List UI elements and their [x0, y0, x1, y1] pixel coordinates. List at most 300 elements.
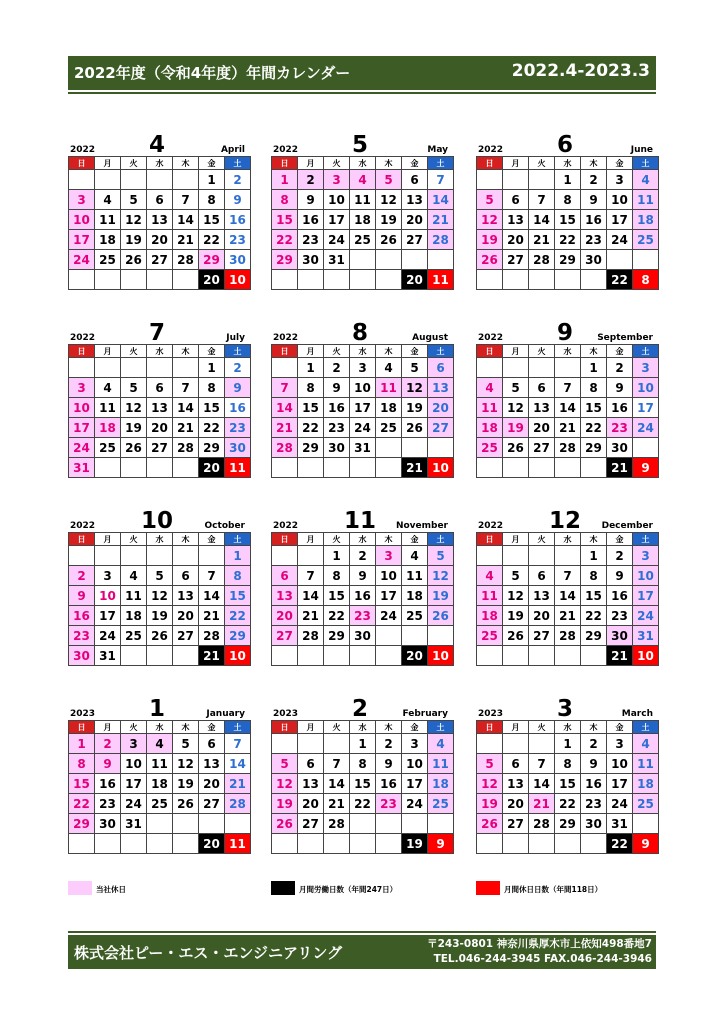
day-cell: 9: [225, 378, 251, 398]
day-cell: 25: [633, 794, 659, 814]
empty-cell: [633, 250, 659, 270]
day-cell: 29: [555, 250, 581, 270]
day-cell: 11: [147, 754, 173, 774]
empty-cell: [503, 358, 529, 378]
empty-cell: [95, 358, 121, 378]
header-banner: [68, 56, 656, 90]
day-cell: 16: [581, 210, 607, 230]
day-cell: 3: [95, 566, 121, 586]
weekday-header: 月: [298, 533, 324, 546]
day-cell: 30: [350, 626, 376, 646]
day-cell: 19: [121, 418, 147, 438]
day-cell: 26: [477, 250, 503, 270]
month-number: 4: [148, 132, 166, 158]
empty-cell: [581, 646, 607, 666]
weekday-header: 月: [503, 533, 529, 546]
month-name: July: [226, 333, 245, 343]
day-cell: 1: [324, 546, 350, 566]
year: 2022: [273, 145, 299, 155]
day-cell: 16: [324, 398, 350, 418]
empty-cell: [121, 646, 147, 666]
day-cell: 15: [225, 586, 251, 606]
day-cell: 30: [95, 814, 121, 834]
day-cell: 2: [350, 546, 376, 566]
day-cell: 9: [69, 586, 95, 606]
month-table: [476, 156, 659, 290]
day-cell: 13: [529, 586, 555, 606]
month-number: 5: [351, 132, 369, 158]
day-cell: 10: [633, 378, 659, 398]
work-days-count: 20: [199, 834, 225, 854]
day-cell: 25: [477, 626, 503, 646]
day-cell: 14: [173, 398, 199, 418]
day-cell: 30: [581, 250, 607, 270]
month-header: [271, 506, 449, 532]
day-cell: 24: [69, 438, 95, 458]
day-cell: 28: [225, 794, 251, 814]
day-cell: 11: [477, 586, 503, 606]
month-calendar: [271, 506, 449, 666]
month-calendar: [476, 506, 654, 666]
weekday-header: 日: [477, 345, 503, 358]
day-cell: 24: [95, 626, 121, 646]
day-cell: 26: [477, 814, 503, 834]
day-cell: 6: [199, 734, 225, 754]
day-cell: 10: [121, 754, 147, 774]
empty-cell: [147, 646, 173, 666]
day-cell: 31: [324, 250, 350, 270]
day-cell: 26: [503, 626, 529, 646]
weekday-header: 火: [324, 533, 350, 546]
day-cell: 12: [147, 586, 173, 606]
day-cell: 4: [95, 378, 121, 398]
month-header: [476, 506, 654, 532]
work-days-count: 21: [607, 458, 633, 478]
month-header: [68, 318, 246, 344]
day-cell: 24: [402, 794, 428, 814]
day-cell: 9: [376, 754, 402, 774]
off-days-count: 10: [633, 646, 659, 666]
day-cell: 6: [402, 170, 428, 190]
off-days-count: 10: [225, 646, 251, 666]
day-cell: 13: [147, 398, 173, 418]
day-cell: 22: [350, 794, 376, 814]
weekday-header: 日: [69, 345, 95, 358]
day-cell: 23: [225, 418, 251, 438]
empty-cell: [173, 834, 199, 854]
day-cell: 1: [555, 170, 581, 190]
day-cell: 13: [147, 210, 173, 230]
empty-cell: [503, 458, 529, 478]
day-cell: 5: [121, 190, 147, 210]
weekday-header: 火: [529, 157, 555, 170]
day-cell: 9: [324, 378, 350, 398]
day-cell: 18: [376, 398, 402, 418]
day-cell: 21: [298, 606, 324, 626]
day-cell: 29: [581, 626, 607, 646]
day-cell: 8: [298, 378, 324, 398]
off-days-count: 11: [428, 270, 454, 290]
empty-cell: [607, 250, 633, 270]
day-cell: 22: [555, 794, 581, 814]
empty-cell: [376, 834, 402, 854]
legend-swatch: [271, 881, 295, 895]
empty-cell: [633, 438, 659, 458]
day-cell: 3: [121, 734, 147, 754]
empty-cell: [477, 646, 503, 666]
day-cell: 25: [428, 794, 454, 814]
weekday-header: 土: [633, 157, 659, 170]
work-days-count: 20: [199, 458, 225, 478]
day-cell: 25: [633, 230, 659, 250]
day-cell: 9: [298, 190, 324, 210]
day-cell: 13: [503, 210, 529, 230]
day-cell: 7: [428, 170, 454, 190]
day-cell: 3: [69, 378, 95, 398]
day-cell: 8: [581, 566, 607, 586]
day-cell: 12: [477, 774, 503, 794]
empty-cell: [173, 270, 199, 290]
day-cell: 13: [199, 754, 225, 774]
empty-cell: [555, 834, 581, 854]
off-days-count: 10: [225, 270, 251, 290]
company-phone-fax: TEL.046-244-3945 FAX.046-244-3946: [433, 953, 652, 965]
month-table: [476, 344, 659, 478]
day-cell: 1: [581, 546, 607, 566]
day-cell: 11: [95, 398, 121, 418]
day-cell: 18: [95, 418, 121, 438]
off-days-count: 9: [633, 458, 659, 478]
day-cell: 23: [95, 794, 121, 814]
day-cell: 3: [607, 734, 633, 754]
day-cell: 22: [324, 606, 350, 626]
day-cell: 18: [95, 230, 121, 250]
day-cell: 15: [581, 586, 607, 606]
weekday-header: 金: [607, 157, 633, 170]
day-cell: 23: [376, 794, 402, 814]
day-cell: 15: [298, 398, 324, 418]
weekday-header: 火: [121, 533, 147, 546]
empty-cell: [350, 458, 376, 478]
day-cell: 31: [607, 814, 633, 834]
work-days-count: 22: [607, 270, 633, 290]
month-header: [476, 318, 654, 344]
day-cell: 20: [503, 230, 529, 250]
day-cell: 6: [428, 358, 454, 378]
month-calendar: [476, 318, 654, 478]
day-cell: 4: [147, 734, 173, 754]
day-cell: 27: [529, 438, 555, 458]
legend-swatch: [68, 881, 92, 895]
month-table: [68, 344, 251, 478]
calendar-period: 2022.4-2023.3: [511, 61, 650, 81]
month-calendar: [271, 694, 449, 854]
day-cell: 12: [503, 586, 529, 606]
weekday-header: 月: [503, 345, 529, 358]
off-days-count: 9: [428, 834, 454, 854]
empty-cell: [272, 734, 298, 754]
day-cell: 30: [581, 814, 607, 834]
day-cell: 28: [428, 230, 454, 250]
empty-cell: [298, 646, 324, 666]
day-cell: 3: [350, 358, 376, 378]
day-cell: 1: [69, 734, 95, 754]
day-cell: 12: [272, 774, 298, 794]
day-cell: 29: [225, 626, 251, 646]
day-cell: 5: [428, 546, 454, 566]
day-cell: 26: [121, 438, 147, 458]
day-cell: 8: [69, 754, 95, 774]
empty-cell: [69, 358, 95, 378]
empty-cell: [173, 646, 199, 666]
day-cell: 19: [376, 210, 402, 230]
day-cell: 7: [529, 754, 555, 774]
empty-cell: [173, 546, 199, 566]
day-cell: 1: [298, 358, 324, 378]
month-number: 6: [556, 132, 574, 158]
month-header: [476, 130, 654, 156]
day-cell: 20: [503, 794, 529, 814]
day-cell: 20: [147, 230, 173, 250]
month-calendar: [271, 130, 449, 290]
day-cell: 22: [555, 230, 581, 250]
day-cell: 28: [529, 250, 555, 270]
month-calendar: [68, 506, 246, 666]
weekday-header: 月: [503, 157, 529, 170]
day-cell: 14: [298, 586, 324, 606]
empty-cell: [376, 438, 402, 458]
day-cell: 1: [350, 734, 376, 754]
day-cell: 5: [477, 754, 503, 774]
work-days-count: 20: [402, 646, 428, 666]
weekday-header: 水: [350, 721, 376, 734]
weekday-header: 日: [272, 533, 298, 546]
month-table: [271, 532, 454, 666]
weekday-header: 月: [298, 721, 324, 734]
year: 2022: [70, 333, 96, 343]
day-cell: 2: [581, 734, 607, 754]
day-cell: 27: [173, 626, 199, 646]
weekday-header: 日: [69, 721, 95, 734]
month-number: 10: [140, 508, 174, 534]
day-cell: 2: [298, 170, 324, 190]
day-cell: 4: [428, 734, 454, 754]
day-cell: 21: [529, 230, 555, 250]
day-cell: 16: [225, 210, 251, 230]
day-cell: 23: [607, 418, 633, 438]
empty-cell: [477, 734, 503, 754]
weekday-header: 水: [555, 157, 581, 170]
day-cell: 16: [350, 586, 376, 606]
day-cell: 20: [529, 418, 555, 438]
day-cell: 26: [147, 626, 173, 646]
day-cell: 7: [173, 378, 199, 398]
empty-cell: [402, 438, 428, 458]
weekday-header: 土: [225, 721, 251, 734]
weekday-header: 日: [272, 345, 298, 358]
footer-rule: [68, 931, 656, 933]
day-cell: 16: [225, 398, 251, 418]
empty-cell: [272, 646, 298, 666]
weekday-header: 水: [147, 533, 173, 546]
empty-cell: [376, 250, 402, 270]
day-cell: 24: [607, 794, 633, 814]
day-cell: 25: [376, 418, 402, 438]
empty-cell: [376, 646, 402, 666]
month-table: [68, 156, 251, 290]
empty-cell: [477, 270, 503, 290]
weekday-header: 火: [324, 721, 350, 734]
day-cell: 23: [350, 606, 376, 626]
day-cell: 4: [633, 170, 659, 190]
day-cell: 3: [607, 170, 633, 190]
legend-label: 月間労働日数（年間247日）: [299, 885, 398, 894]
day-cell: 17: [95, 606, 121, 626]
day-cell: 29: [555, 814, 581, 834]
day-cell: 15: [272, 210, 298, 230]
month-header: [271, 694, 449, 720]
weekday-header: 土: [428, 157, 454, 170]
day-cell: 7: [298, 566, 324, 586]
empty-cell: [529, 458, 555, 478]
day-cell: 6: [272, 566, 298, 586]
empty-cell: [428, 438, 454, 458]
year: 2023: [273, 709, 299, 719]
month-header: [271, 318, 449, 344]
month-table: [271, 344, 454, 478]
day-cell: 16: [298, 210, 324, 230]
day-cell: 15: [581, 398, 607, 418]
day-cell: 3: [633, 546, 659, 566]
weekday-header: 水: [350, 533, 376, 546]
month-calendar: [271, 318, 449, 478]
day-cell: 2: [225, 358, 251, 378]
day-cell: 30: [298, 250, 324, 270]
day-cell: 9: [607, 566, 633, 586]
day-cell: 31: [350, 438, 376, 458]
empty-cell: [298, 270, 324, 290]
weekday-header: 金: [402, 721, 428, 734]
year: 2023: [478, 709, 504, 719]
day-cell: 9: [225, 190, 251, 210]
company-contact: [427, 937, 652, 967]
empty-cell: [477, 170, 503, 190]
day-cell: 23: [607, 606, 633, 626]
month-name: February: [402, 709, 448, 719]
weekday-header: 木: [173, 721, 199, 734]
day-cell: 12: [503, 398, 529, 418]
day-cell: 18: [633, 210, 659, 230]
day-cell: 2: [581, 170, 607, 190]
month-table: [476, 532, 659, 666]
day-cell: 13: [503, 774, 529, 794]
month-number: 9: [556, 320, 574, 346]
weekday-header: 土: [225, 533, 251, 546]
empty-cell: [477, 834, 503, 854]
day-cell: 21: [225, 774, 251, 794]
day-cell: 6: [147, 378, 173, 398]
weekday-header: 日: [477, 721, 503, 734]
empty-cell: [199, 546, 225, 566]
day-cell: 25: [147, 794, 173, 814]
month-number: 11: [343, 508, 377, 534]
day-cell: 3: [402, 734, 428, 754]
empty-cell: [69, 546, 95, 566]
empty-cell: [95, 546, 121, 566]
day-cell: 20: [272, 606, 298, 626]
day-cell: 9: [95, 754, 121, 774]
day-cell: 6: [503, 754, 529, 774]
day-cell: 16: [95, 774, 121, 794]
weekday-header: 木: [376, 157, 402, 170]
day-cell: 11: [633, 754, 659, 774]
day-cell: 11: [402, 566, 428, 586]
day-cell: 23: [298, 230, 324, 250]
weekday-header: 土: [225, 157, 251, 170]
day-cell: 14: [428, 190, 454, 210]
off-days-count: 10: [428, 646, 454, 666]
day-cell: 6: [298, 754, 324, 774]
month-calendar: [476, 694, 654, 854]
day-cell: 5: [147, 566, 173, 586]
day-cell: 1: [199, 358, 225, 378]
day-cell: 22: [69, 794, 95, 814]
day-cell: 27: [529, 626, 555, 646]
day-cell: 19: [402, 398, 428, 418]
day-cell: 24: [633, 606, 659, 626]
empty-cell: [272, 270, 298, 290]
day-cell: 24: [121, 794, 147, 814]
empty-cell: [428, 626, 454, 646]
day-cell: 8: [555, 190, 581, 210]
day-cell: 22: [581, 606, 607, 626]
weekday-header: 水: [555, 533, 581, 546]
day-cell: 12: [173, 754, 199, 774]
weekday-header: 日: [69, 157, 95, 170]
empty-cell: [272, 834, 298, 854]
day-cell: 23: [581, 230, 607, 250]
month-name: December: [601, 521, 653, 531]
empty-cell: [350, 814, 376, 834]
day-cell: 25: [95, 438, 121, 458]
weekday-header: 月: [95, 157, 121, 170]
month-name: November: [395, 521, 448, 531]
work-days-count: 21: [199, 646, 225, 666]
day-cell: 2: [324, 358, 350, 378]
weekday-header: 金: [199, 721, 225, 734]
day-cell: 7: [555, 566, 581, 586]
work-days-count: 22: [607, 834, 633, 854]
work-days-count: 21: [607, 646, 633, 666]
day-cell: 23: [225, 230, 251, 250]
day-cell: 29: [199, 250, 225, 270]
weekday-header: 火: [324, 345, 350, 358]
day-cell: 15: [350, 774, 376, 794]
day-cell: 18: [428, 774, 454, 794]
weekday-header: 土: [428, 533, 454, 546]
day-cell: 20: [529, 606, 555, 626]
off-days-count: 10: [428, 458, 454, 478]
empty-cell: [121, 270, 147, 290]
weekday-header: 火: [529, 345, 555, 358]
day-cell: 10: [324, 190, 350, 210]
empty-cell: [402, 250, 428, 270]
month-calendar: [68, 318, 246, 478]
month-name: August: [412, 333, 448, 343]
day-cell: 17: [633, 586, 659, 606]
day-cell: 28: [173, 250, 199, 270]
weekday-header: 水: [147, 157, 173, 170]
